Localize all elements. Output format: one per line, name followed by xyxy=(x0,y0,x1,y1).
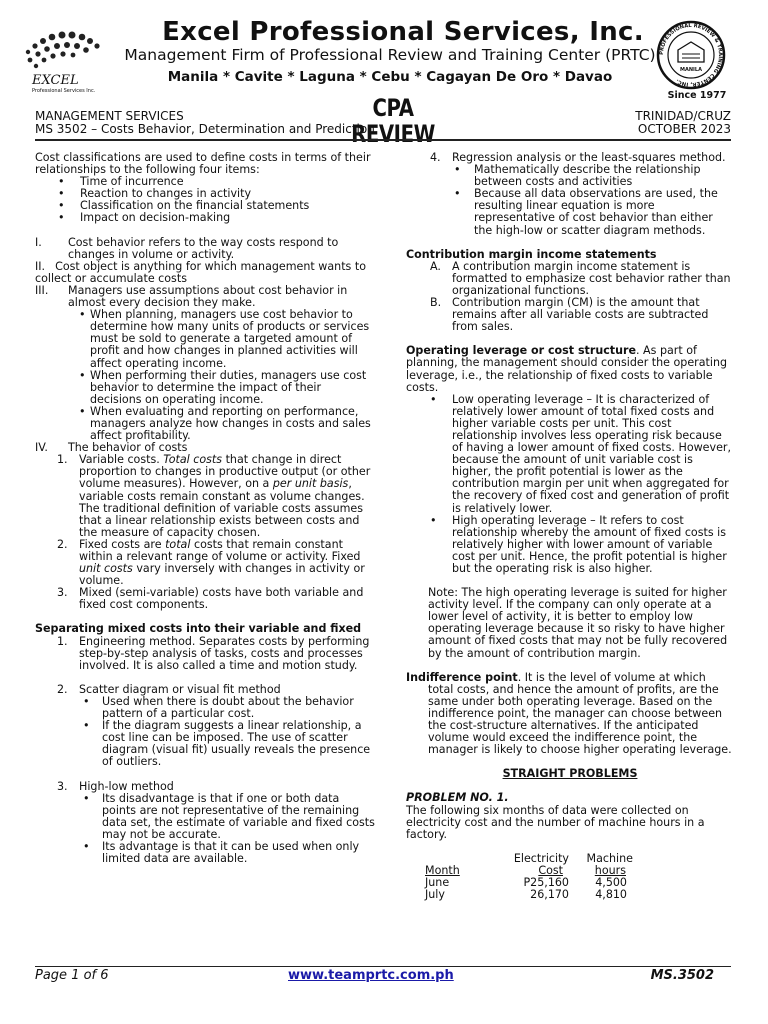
high-low-method: 3. High-low method xyxy=(57,779,174,793)
branch-cities: Manila * Cavite * Laguna * Cebu * Cagayan De Oro * Davao xyxy=(167,69,613,85)
list-item: • High operating leverage – It refers to cost relationship whereby the amount of fixed costs is relatively higher with lower amount of variable cost per unit. Hence, the profit potential is higher but the operating risk is also higher. xyxy=(430,513,727,575)
table-row: July 26,170 4,810 xyxy=(425,888,627,902)
separating-heading: Separating mixed costs into their variable and fixed xyxy=(35,622,362,636)
electricity-table xyxy=(423,853,633,901)
list-item: • When evaluating and reporting on performance, managers analyze how changes in costs and sales affect profitability. xyxy=(79,404,371,443)
section-iii: III. Managers use assumptions about cost behavior in almost every decision they make. xyxy=(35,283,348,310)
table-row: June P25,160 4,500 xyxy=(425,875,627,889)
date: OCTOBER 2023 xyxy=(637,122,731,136)
problem-title: PROBLEM NO. 1. xyxy=(406,791,509,805)
indifference-point-paragraph: Indifference point. It is the level of volume at which total costs, and hence the amount of profits, are the same under both operating leverage. Based on the indifference point, the manager can choose between the cost-structure alternatives. If the anticipated volume would exceed the indifference point, the manager is likely to choose higher operating leverage. xyxy=(406,670,732,757)
four-items-list xyxy=(35,176,375,224)
logo-subtext: Professional Services Inc. xyxy=(32,88,96,94)
cm-item-b: B. Contribution margin (CM) is the amount that remains after all variable costs are subtracted from sales. xyxy=(430,296,709,334)
company-subtitle: Management Firm of Professional Review and Training Center (PRTC) xyxy=(124,46,656,64)
list-item: • When performing their duties, managers use cost behavior to determine the impact of their decisions on operating income. xyxy=(79,368,367,406)
prtc-seal xyxy=(656,20,726,90)
list-item: • Because all data observations are used, the resulting linear equation is more representative of cost behavior than either the high-low or scatter diagram methods. xyxy=(454,187,718,237)
col-header-cost: Cost xyxy=(538,863,563,877)
list-item: • Its disadvantage is that if one or both data points are not representative of the remaining data set, the estimate of variable and fixed costs may not be accurate. xyxy=(83,791,375,841)
right-column xyxy=(406,152,734,901)
col-header-machine: Machine xyxy=(586,851,633,865)
cpa-review-title: CPA REVIEW xyxy=(351,94,435,148)
list-item: • Classification on the financial statements xyxy=(58,199,310,213)
list-item: • Used when there is doubt about the behavior pattern of a particular cost. xyxy=(83,694,354,721)
mixed-costs-item: 3. Mixed (semi-variable) costs have both variable and fixed cost components. xyxy=(57,586,364,612)
header-divider xyxy=(35,139,731,141)
logo-text: EXCEL xyxy=(32,73,79,88)
authors: TRINIDAD/CRUZ xyxy=(635,109,731,123)
fixed-costs-item: 2. Fixed costs are total costs that remain constant within a relevant range of volume or activity. Fixed unit costs vary inversely with changes in activity or volume. xyxy=(57,537,365,588)
excel-logo xyxy=(16,22,116,94)
list-item: • Its advantage is that it can be used when only limited data are available. xyxy=(83,839,360,866)
col-header-hours: hours xyxy=(594,863,626,877)
company-name: Excel Professional Services, Inc. xyxy=(162,17,644,47)
section-ii: II. Cost object is anything for which management wants to collect or accumulate costs xyxy=(35,259,366,285)
list-item: • Reaction to changes in activity xyxy=(58,187,252,201)
engineering-method: 1. Engineering method. Separates costs by performing step-by-step analysis of tasks, costs and processes involved. It is also called a time and motion study. xyxy=(57,634,370,672)
website-link[interactable]: www.teamprtc.com.ph xyxy=(288,968,454,983)
seal-ring-text: PROFESSIONAL REVIEW & TRAINING CENTER, INC. xyxy=(658,22,724,88)
section-i: I. Cost behavior refers to the way costs respond to changes in volume or activity. xyxy=(35,235,339,261)
since-year: Since 1977 xyxy=(667,90,727,101)
regression-analysis: 4. Regression analysis or the least-squares method. xyxy=(430,151,726,164)
scatter-diagram: 2. Scatter diagram or visual fit method xyxy=(57,682,281,696)
footer-divider xyxy=(35,966,731,967)
cm-heading: Contribution margin income statements xyxy=(406,247,657,261)
list-item: • Time of incurrence xyxy=(58,175,184,189)
operating-leverage-paragraph: Operating leverage or cost structure. As part of planning, the management should consider the operating leverage, i.e., the relationship of fixed costs to variable costs. xyxy=(406,344,728,394)
list-item: • Mathematically describe the relationship between costs and activities xyxy=(454,163,701,189)
variable-costs-item: 1. Variable costs. Total costs that change in direct proportion to changes in productive output (or other volume measures). However, on a per unit basis, variable costs remain constant as volume changes. The traditional definition of variable costs assumes that a linear relationship exists between costs and the measure of capacity chosen. xyxy=(57,453,371,539)
seal-city: MANILA xyxy=(680,67,702,73)
department: MANAGEMENT SERVICES xyxy=(35,109,184,123)
cm-item-a: A. A contribution margin income statement is formatted to emphasize cost behavior rather than organizational functions. xyxy=(430,259,731,297)
list-item: • If the diagram suggests a linear relationship, a cost line can be imposed. The use of scatter diagram (visual fit) usually reveals the presence of outliers. xyxy=(83,719,371,769)
document-code: MS.3502 xyxy=(650,968,714,983)
page-number: Page 1 of 6 xyxy=(35,968,109,983)
problem-text: The following six months of data were collected on electricity cost and the number of machine hours in a factory. xyxy=(406,803,705,841)
list-item: • When planning, managers use cost behavior to determine how many units of products or services must be sold to generate a targeted amount of profit and how changes in planned activities will affect operating income. xyxy=(79,308,370,370)
list-item: • Impact on decision-making xyxy=(58,211,231,225)
note-paragraph: Note: The high operating leverage is suited for higher activity level. If the company can only operate at a lower level of activity, it is better to employ low operating leverage because it so risky to have higher amount of fixed costs that may not be fully recovered by the amount of contribution margin. xyxy=(428,586,728,660)
course-title: MS 3502 – Costs Behavior, Determination and Prediction xyxy=(35,122,375,136)
straight-problems-heading: STRAIGHT PROBLEMS xyxy=(502,767,638,781)
section-iv: IV. The behavior of costs xyxy=(35,441,188,455)
list-item: • Low operating leverage – It is characterized of relatively lower amount of total fixed costs and higher variable costs per unit. This cost relationship involves less operating risk because of having a lower amount of fixed costs. However, because the amount of unit variable cost is higher, the profit potential is lower as the contribution margin per unit when aggregated for the recovery of fixed cost and generation of profit is relatively lower. xyxy=(430,392,731,515)
author-date xyxy=(635,110,731,136)
col-header-month: Month xyxy=(425,863,460,877)
left-column xyxy=(35,152,375,865)
course-info xyxy=(35,110,375,136)
col-header-electricity: Electricity xyxy=(513,851,569,865)
intro-paragraph: Cost classifications are used to define costs in terms of their relationships to the following four items: xyxy=(35,151,371,177)
